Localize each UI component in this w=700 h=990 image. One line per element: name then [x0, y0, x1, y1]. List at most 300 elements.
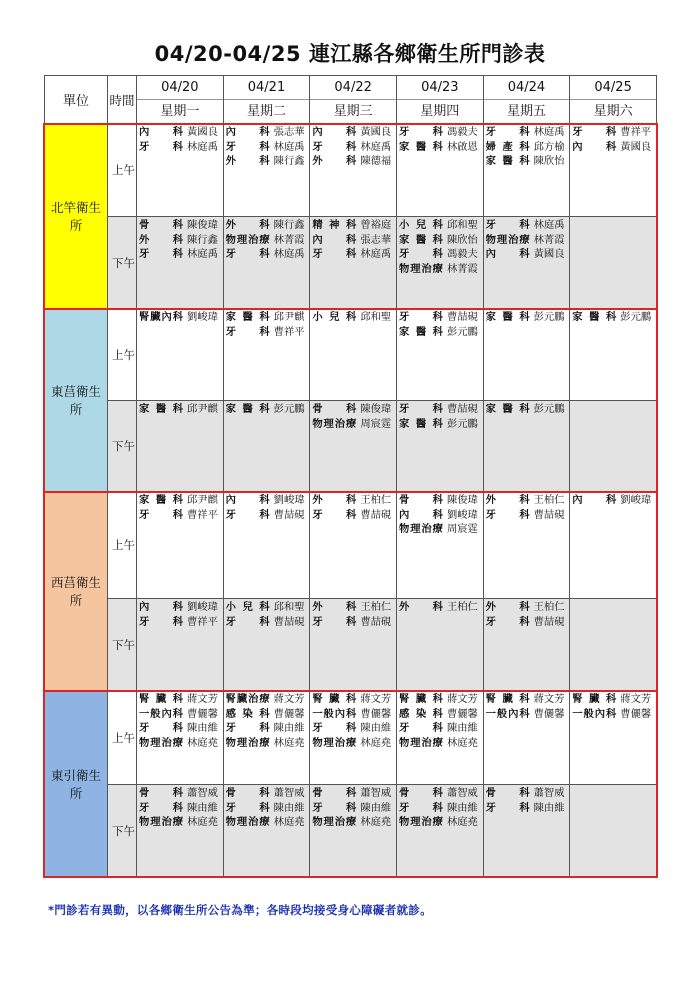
doctor-name: 陳由維	[273, 722, 305, 735]
department: 內 科	[225, 126, 270, 138]
period-label: 下午	[108, 401, 137, 492]
doctor-entry	[139, 815, 223, 830]
department: 牙 科	[225, 722, 270, 735]
doctor-name: 陳由維	[533, 801, 565, 814]
doctor-entry	[399, 493, 483, 508]
department: 物理治療	[398, 523, 443, 536]
schedule-cell	[483, 599, 570, 691]
doctor-entry	[399, 707, 483, 722]
doctor-entry	[312, 140, 396, 155]
day-header	[137, 76, 224, 124]
doctor-name: 蔣文芳	[187, 693, 218, 705]
doctor-entry	[139, 233, 223, 248]
doctor-name: 林庭禹	[360, 140, 392, 153]
schedule-cell	[137, 785, 224, 877]
page-title: 04/20-04/25 連江縣各鄉衛生所門診表	[154, 42, 546, 66]
schedule-cell	[396, 785, 483, 877]
department: 物理治療	[485, 233, 530, 246]
doctor-name: 彭元鵬	[446, 325, 478, 338]
schedule-cell	[137, 124, 224, 217]
department: 牙 科	[225, 801, 270, 814]
doctor-name: 曾裕庭	[360, 219, 392, 231]
doctor-name: 曹喆硯	[446, 403, 478, 415]
department: 物理治療	[398, 737, 443, 750]
doctor-name: 林菁霞	[273, 233, 305, 246]
doctor-entry	[312, 508, 396, 523]
department: 外 科	[139, 233, 183, 246]
doctor-entry	[139, 508, 223, 523]
period-label: 上午	[108, 309, 137, 401]
doctor-entry	[226, 140, 310, 155]
doctor-entry	[399, 325, 483, 340]
day-weekday: 星期四	[420, 104, 460, 119]
doctor-entry	[139, 140, 223, 155]
department: 外 科	[398, 601, 443, 613]
doctor-name: 周宸霆	[360, 417, 392, 430]
doctor-entry	[226, 325, 310, 340]
department: 牙 科	[225, 248, 270, 261]
department: 骨 科	[398, 787, 443, 799]
doctor-entry	[486, 615, 570, 630]
doctor-name: 邱和聖	[446, 219, 478, 231]
doctor-entry	[226, 310, 310, 325]
doctor-name: 陳德福	[360, 155, 392, 168]
doctor-entry	[399, 786, 483, 801]
department: 外 科	[312, 155, 357, 168]
doctor-name: 陳俊瑋	[446, 494, 478, 506]
doctor-entry	[486, 218, 570, 233]
schedule-table	[44, 75, 657, 877]
doctor-name: 蕭智威	[533, 787, 565, 799]
doctor-name: 曹儷馨	[360, 707, 392, 720]
department: 外 科	[225, 219, 270, 231]
schedule-cell	[483, 691, 570, 785]
doctor-name: 陳欣怡	[446, 233, 478, 246]
department: 牙 科	[312, 801, 357, 814]
doctor-entry	[139, 801, 223, 816]
department: 物理治療	[312, 417, 357, 430]
doctor-entry	[312, 154, 396, 169]
doctor-entry	[312, 233, 396, 248]
doctor-entry	[486, 493, 570, 508]
doctor-name: 曹喆硯	[360, 508, 392, 521]
doctor-name: 彭元鵬	[533, 403, 565, 415]
doctor-entry	[312, 615, 396, 630]
doctor-entry	[226, 508, 310, 523]
schedule-cell	[223, 492, 310, 599]
department: 物理治療	[139, 816, 183, 829]
doctor-entry	[312, 721, 396, 736]
doctor-name: 王柏仁	[360, 601, 392, 613]
doctor-entry	[399, 247, 483, 262]
department: 牙 科	[485, 508, 530, 521]
doctor-entry	[226, 801, 310, 816]
day-header	[310, 76, 397, 124]
doctor-entry	[312, 402, 396, 417]
doctor-name: 林庭禹	[533, 219, 565, 231]
doctor-entry	[226, 600, 310, 615]
doctor-entry	[399, 508, 483, 523]
day-weekday: 星期二	[246, 104, 286, 119]
doctor-entry	[399, 218, 483, 233]
doctor-entry	[486, 402, 570, 417]
doctor-entry	[226, 402, 310, 417]
schedule-cell	[570, 124, 657, 217]
doctor-entry	[226, 247, 310, 262]
period-label: 下午	[108, 785, 137, 877]
schedule-cell	[570, 691, 657, 785]
department: 牙 科	[398, 801, 443, 814]
department: 牙 科	[312, 248, 357, 261]
department: 牙 科	[485, 219, 530, 231]
doctor-entry	[226, 218, 310, 233]
doctor-entry	[486, 247, 570, 262]
period-label: 下午	[108, 217, 137, 309]
department: 精 神 科	[312, 219, 357, 231]
doctor-name: 陳俊瑋	[187, 219, 218, 231]
doctor-entry	[139, 600, 223, 615]
schedule-cell	[483, 217, 570, 309]
schedule-cell	[483, 492, 570, 599]
clinic-name: 北竿衛生所	[45, 124, 108, 309]
department: 內 科	[572, 494, 617, 506]
doctor-entry	[399, 600, 483, 615]
doctor-name: 陳由維	[273, 801, 305, 814]
doctor-name: 蔣文芳	[360, 693, 392, 705]
doctor-entry	[139, 736, 223, 751]
doctor-entry	[312, 801, 396, 816]
clinic-row-pm	[45, 401, 657, 492]
department: 物理治療	[398, 816, 443, 829]
doctor-name: 林庭堯	[360, 737, 392, 750]
doctor-entry	[226, 721, 310, 736]
day-header	[396, 76, 483, 124]
department: 牙 科	[139, 615, 183, 628]
department: 內 科	[139, 126, 183, 138]
doctor-name: 陳行鑫	[187, 233, 218, 246]
doctor-name: 陳由維	[360, 801, 392, 814]
doctor-name: 林庭禹	[187, 248, 218, 261]
department: 骨 科	[139, 787, 183, 799]
doctor-entry	[139, 786, 223, 801]
department: 腎臟內科	[139, 311, 183, 323]
schedule-cell	[396, 124, 483, 217]
doctor-entry	[399, 815, 483, 830]
doctor-entry	[486, 310, 570, 325]
clinic-name: 東莒衛生所	[45, 309, 108, 492]
doctor-name: 彭元鵬	[273, 403, 305, 415]
doctor-entry	[486, 707, 570, 722]
doctor-entry	[399, 417, 483, 432]
department: 牙 科	[398, 311, 443, 323]
schedule-cell	[396, 492, 483, 599]
doctor-name: 陳行鑫	[273, 219, 305, 231]
doctor-entry	[399, 233, 483, 248]
schedule-cell	[310, 492, 397, 599]
doctor-name: 劉峻瑋	[446, 508, 478, 521]
department: 牙 科	[485, 615, 530, 628]
doctor-entry	[312, 600, 396, 615]
department: 物理治療	[225, 816, 270, 829]
department: 牙 科	[398, 403, 443, 415]
doctor-entry	[312, 417, 396, 432]
department: 腎臟治療	[225, 693, 270, 705]
doctor-entry	[312, 310, 396, 325]
schedule-cell	[310, 599, 397, 691]
doctor-name: 林庭堯	[273, 737, 305, 750]
doctor-entry	[572, 493, 656, 508]
schedule-cell	[570, 599, 657, 691]
day-date: 04/23	[397, 76, 483, 100]
doctor-name: 王柏仁	[533, 601, 565, 613]
doctor-name: 曹儷馨	[273, 707, 305, 720]
doctor-name: 邱尹麒	[187, 494, 218, 506]
doctor-name: 林菁霞	[446, 263, 478, 276]
department: 家 醫 科	[485, 311, 530, 323]
doctor-entry	[226, 707, 310, 722]
doctor-name: 黃國良	[360, 126, 392, 138]
department: 物理治療	[139, 737, 183, 750]
doctor-name: 曹儷馨	[620, 707, 652, 720]
doctor-name: 王柏仁	[360, 494, 392, 506]
department: 牙 科	[398, 126, 443, 138]
doctor-entry	[399, 262, 483, 277]
schedule-cell	[570, 309, 657, 401]
doctor-entry	[486, 801, 570, 816]
doctor-entry	[226, 125, 310, 140]
schedule-cell	[396, 599, 483, 691]
schedule-cell	[396, 401, 483, 492]
unit-header: 單位	[45, 76, 108, 124]
doctor-name: 蔣文芳	[533, 693, 565, 705]
doctor-name: 邱和聖	[273, 601, 305, 613]
department: 家 醫 科	[485, 155, 530, 168]
doctor-entry	[226, 493, 310, 508]
day-header	[223, 76, 310, 124]
department: 牙 科	[312, 140, 357, 153]
doctor-entry	[399, 692, 483, 707]
doctor-name: 王柏仁	[446, 601, 478, 613]
doctor-entry	[139, 247, 223, 262]
department: 家 醫 科	[139, 403, 183, 415]
department: 骨 科	[398, 494, 443, 506]
doctor-entry	[139, 402, 223, 417]
schedule-cell	[396, 691, 483, 785]
doctor-name: 彭元鵬	[446, 417, 478, 430]
department: 骨 科	[139, 219, 183, 231]
department: 小 兒 科	[225, 601, 270, 613]
doctor-entry	[139, 493, 223, 508]
doctor-entry	[572, 707, 656, 722]
doctor-name: 陳由維	[187, 801, 218, 814]
department: 牙 科	[485, 126, 530, 138]
clinic-row-am	[45, 492, 657, 599]
doctor-entry	[139, 310, 223, 325]
doctor-name: 邱尹麒	[273, 311, 305, 323]
doctor-entry	[139, 707, 223, 722]
doctor-entry	[572, 140, 656, 155]
clinic-row-am	[45, 691, 657, 785]
day-weekday: 星期六	[593, 104, 633, 119]
schedule-cell	[483, 785, 570, 877]
department: 一般內科	[312, 707, 357, 720]
clinic-row-am	[45, 309, 657, 401]
doctor-name: 曹祥平	[187, 615, 218, 628]
schedule-cell	[137, 599, 224, 691]
clinic-name: 西莒衛生所	[45, 492, 108, 691]
schedule-cell	[396, 309, 483, 401]
schedule-cell	[223, 691, 310, 785]
department: 感 染 科	[225, 707, 270, 720]
schedule-cell	[137, 309, 224, 401]
doctor-name: 邱尹麒	[187, 403, 218, 415]
doctor-name: 陳俊瑋	[360, 403, 392, 415]
department: 內 科	[398, 508, 443, 521]
doctor-entry	[399, 801, 483, 816]
department: 牙 科	[139, 248, 183, 261]
period-label: 上午	[108, 691, 137, 785]
schedule-cell	[483, 309, 570, 401]
day-header	[570, 76, 657, 124]
department: 婦 產 科	[485, 140, 530, 153]
doctor-entry	[486, 125, 570, 140]
doctor-entry	[399, 310, 483, 325]
doctor-entry	[226, 154, 310, 169]
department: 牙 科	[312, 615, 357, 628]
doctor-name: 曹喆硯	[273, 508, 305, 521]
doctor-name: 黃國良	[620, 140, 652, 153]
schedule-cell	[223, 785, 310, 877]
doctor-name: 林庭堯	[446, 816, 478, 829]
doctor-name: 曹喆硯	[533, 508, 565, 521]
department: 一般內科	[139, 707, 183, 720]
department: 家 醫 科	[398, 140, 443, 153]
doctor-name: 黃國良	[533, 248, 565, 261]
department: 腎 臟 科	[312, 693, 357, 705]
department: 牙 科	[225, 140, 270, 153]
footer-note: *門診若有異動，以各鄉衛生所公告為準；各時段均接受身心障礙者就診。	[48, 903, 432, 917]
day-date: 04/25	[570, 76, 656, 100]
department: 牙 科	[398, 722, 443, 735]
doctor-name: 曹祥平	[620, 126, 652, 138]
department: 外 科	[485, 494, 530, 506]
schedule-cell	[483, 401, 570, 492]
doctor-entry	[399, 736, 483, 751]
doctor-name: 林啟恩	[446, 140, 478, 153]
schedule-cell	[223, 217, 310, 309]
department: 一般內科	[572, 707, 617, 720]
doctor-entry	[139, 218, 223, 233]
doctor-name: 曹祥平	[273, 325, 305, 338]
doctor-entry	[486, 140, 570, 155]
department: 家 醫 科	[485, 403, 530, 415]
doctor-name: 馮毅夫	[446, 248, 478, 261]
day-header	[483, 76, 570, 124]
doctor-name: 蔣文芳	[620, 693, 652, 705]
schedule-cell	[310, 785, 397, 877]
schedule-cell	[310, 217, 397, 309]
schedule-cell	[137, 492, 224, 599]
department: 家 醫 科	[572, 311, 617, 323]
department: 物理治療	[398, 263, 443, 276]
department: 牙 科	[225, 325, 270, 338]
department: 家 醫 科	[398, 417, 443, 430]
day-weekday: 星期三	[333, 104, 373, 119]
department: 感 染 科	[398, 707, 443, 720]
doctor-name: 劉峻瑋	[187, 311, 218, 323]
doctor-name: 陳由維	[360, 722, 392, 735]
department: 物理治療	[312, 816, 357, 829]
doctor-name: 林庭禹	[360, 248, 392, 261]
schedule-cell	[137, 691, 224, 785]
doctor-name: 陳行鑫	[273, 155, 305, 168]
clinic-row-pm	[45, 217, 657, 309]
department: 骨 科	[225, 787, 270, 799]
department: 牙 科	[398, 248, 443, 261]
doctor-entry	[312, 125, 396, 140]
department: 家 醫 科	[398, 233, 443, 246]
clinic-name: 東引衛生所	[45, 691, 108, 877]
schedule-cell	[137, 401, 224, 492]
department: 牙 科	[139, 722, 183, 735]
department: 牙 科	[572, 126, 617, 138]
department: 牙 科	[139, 801, 183, 814]
doctor-name: 蔣文芳	[446, 693, 478, 705]
doctor-name: 曹喆硯	[533, 615, 565, 628]
period-label: 上午	[108, 124, 137, 217]
doctor-entry	[139, 721, 223, 736]
schedule-cell	[396, 217, 483, 309]
department: 一般內科	[485, 707, 530, 720]
doctor-entry	[486, 600, 570, 615]
schedule-cell	[310, 309, 397, 401]
doctor-name: 張志華	[360, 233, 392, 246]
department: 內 科	[312, 233, 357, 246]
period-label: 下午	[108, 599, 137, 691]
doctor-entry	[139, 615, 223, 630]
department: 內 科	[485, 248, 530, 261]
doctor-entry	[312, 247, 396, 262]
department: 物理治療	[225, 233, 270, 246]
doctor-entry	[572, 692, 656, 707]
doctor-entry	[486, 786, 570, 801]
schedule-cell	[310, 691, 397, 785]
doctor-name: 林庭禹	[273, 140, 305, 153]
doctor-name: 劉峻瑋	[620, 494, 652, 506]
doctor-name: 林庭堯	[187, 816, 218, 829]
day-date: 04/22	[310, 76, 396, 100]
doctor-entry	[312, 786, 396, 801]
department: 小 兒 科	[398, 219, 443, 231]
doctor-name: 黃國良	[187, 126, 218, 138]
department: 家 醫 科	[225, 311, 270, 323]
doctor-name: 林庭禹	[273, 248, 305, 261]
doctor-name: 邱和聖	[360, 311, 392, 323]
department: 骨 科	[485, 787, 530, 799]
department: 內 科	[225, 494, 270, 506]
clinic-row-am	[45, 124, 657, 217]
doctor-entry	[139, 125, 223, 140]
doctor-entry	[399, 721, 483, 736]
department: 腎 臟 科	[485, 693, 530, 705]
doctor-name: 陳由維	[187, 722, 218, 735]
department: 腎 臟 科	[139, 693, 183, 705]
department: 家 醫 科	[139, 494, 183, 506]
doctor-entry	[226, 786, 310, 801]
doctor-name: 張志華	[273, 126, 305, 138]
department: 內 科	[312, 126, 357, 138]
clinic-row-pm	[45, 599, 657, 691]
